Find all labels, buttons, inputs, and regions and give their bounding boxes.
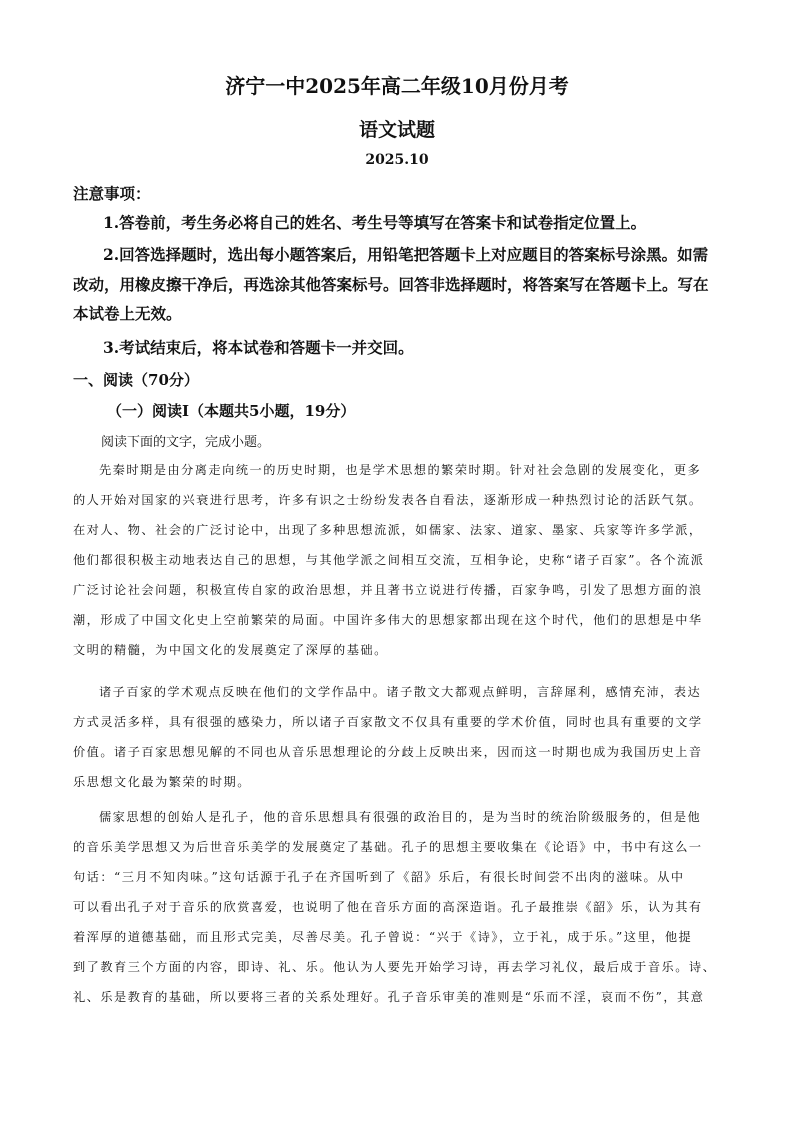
notice-item-1: 1.答卷前，考生务必将自己的姓名、考生号等填写在答案卡和试卷指定位置上。 bbox=[103, 213, 647, 232]
passage-line: 的音乐美学思想又为后世音乐美学的发展奠定了基础。孔子的思想主要收集在《论语》中，书中有这么一 bbox=[73, 840, 703, 854]
passage-line: 诸子百家的学术观点反映在他们的文学作品中。诸子散文大都观点鲜明，言辞犀利，感情充沛，表达 bbox=[99, 685, 702, 699]
passage-line: 广泛讨论社会问题，积极宣传自家的政治思想，并且著书立说进行传播，百家争鸣，引发了思想方面的浪 bbox=[73, 583, 703, 597]
passage-line: 的人开始对国家的兴衰进行思考，许多有识之士纷纷发表各自看法，逐渐形成一种热烈讨论的活跃气氛。 bbox=[73, 493, 703, 507]
section-heading: 一、阅读（70分） bbox=[73, 371, 199, 389]
reading-instruction: 阅读下面的文字，完成小题。 bbox=[101, 435, 271, 450]
passage-line: 礼、乐是教育的基础，所以要将三者的关系处理好。孔子音乐审美的准则是“乐而不淫，哀而不伤”，其意 bbox=[73, 990, 705, 1004]
passage-line: 着浑厚的道德基础，而且形式完美，尽善尽美。孔子曾说：“兴于《诗》，立于礼，成于乐。”这里，他提 bbox=[73, 930, 693, 944]
subsection-heading: （一）阅读Ⅰ（本题共5小题，19分） bbox=[107, 402, 356, 420]
passage-line: 先秦时期是由分离走向统一的历史时期，也是学术思想的繁荣时期。针对社会急剧的发展变化，更多 bbox=[99, 463, 702, 477]
notice-item-3: 3.考试结束后，将本试卷和答题卡一并交回。 bbox=[103, 338, 414, 357]
passage-line: 到了教育三个方面的内容，即诗、礼、乐。他认为人要先开始学习诗，再去学习礼仪，最后成于音乐。诗、 bbox=[73, 960, 717, 974]
passage-paragraph-1 bbox=[73, 455, 718, 665]
exam-date: 2025.10 bbox=[365, 152, 429, 168]
exam-title: 济宁一中2025年高二年级10月份月考 bbox=[225, 74, 569, 98]
notice-heading: 注意事项： bbox=[73, 184, 151, 203]
passage-line: 句话：“三月不知肉味。”这句话源于孔子在齐国听到了《韶》乐后，有很长时间尝不出肉的滋味。从中 bbox=[73, 870, 685, 884]
passage-paragraph-2 bbox=[73, 677, 718, 797]
passage-line: 可以看出孔子对于音乐的欣赏喜爱，也说明了他在音乐方面的高深造诣。孔子最推崇《韶》乐，认为其有 bbox=[73, 900, 703, 914]
passage-line: 在对人、物、社会的广泛讨论中，出现了多种思想流派，如儒家、法家、道家、墨家、兵家等许多学派， bbox=[73, 523, 703, 537]
notice-item-2: 2.回答选择题时，选出每小题答案后，用铅笔把答题卡上对应题目的答案标号涂黑。如需改动，用橡皮擦干净后，再选涂其他答案标号。回答非选择题时，将答案写在答题卡上。写在本试卷上无效。 bbox=[73, 245, 709, 323]
passage-line: 潮，形成了中国文化史上空前繁荣的局面。中国许多伟大的思想家都出现在这个时代，他们的思想是中华 bbox=[73, 613, 703, 627]
passage-line: 价值。诸子百家思想见解的不同也从音乐思想理论的分歧上反映出来，因而这一时期也成为我国历史上音 bbox=[73, 745, 703, 759]
passage-line: 乐思想文化最为繁荣的时期。 bbox=[73, 775, 251, 789]
passage-line: 他们都很积极主动地表达自己的思想，与其他学派之间相互交流，互相争论，史称“诸子百家”。各个流派 bbox=[73, 553, 705, 567]
subject-title: 语文试题 bbox=[358, 119, 435, 141]
passage-line: 儒家思想的创始人是孔子，他的音乐思想具有很强的政治目的，是为当时的统治阶级服务的，但是他 bbox=[99, 810, 702, 824]
passage-paragraph-3 bbox=[73, 802, 718, 1012]
passage-line: 方式灵活多样，具有很强的感染力，所以诸子百家散文不仅具有重要的学术价值，同时也具有重要的文学 bbox=[73, 715, 703, 729]
passage-line: 文明的精髓，为中国文化的发展奠定了深厚的基础。 bbox=[73, 643, 388, 657]
